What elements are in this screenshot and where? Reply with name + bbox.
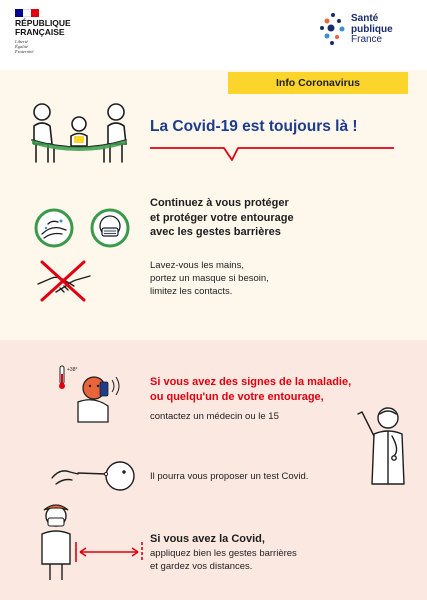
gestures-line-1: Lavez-vous les mains, <box>150 260 244 271</box>
republic-line-2: FRANÇAISE <box>15 27 65 37</box>
symptoms-line-1: Si vous avez des signes de la maladie, <box>150 376 352 388</box>
covid-advice <box>150 532 410 573</box>
distance-arrow-icon <box>74 540 144 564</box>
covid-line-1: Si vous avez la Covid, <box>150 533 265 545</box>
handwashing-icon <box>34 208 74 248</box>
contact-doctor-text: contactez un médecin ou le 15 <box>150 411 279 422</box>
republic-motto <box>15 39 34 54</box>
symptoms-warning <box>150 375 380 405</box>
headline: La Covid-19 est toujours là ! <box>150 118 358 135</box>
gestures-line-3: limitez les contacts. <box>150 286 233 297</box>
protect-text <box>150 196 400 240</box>
no-handshake-icon <box>34 256 94 306</box>
covid-test-swab-icon <box>48 456 138 496</box>
header <box>0 0 427 70</box>
covid-line-3: et gardez vos distances. <box>150 560 253 572</box>
french-flag-icon <box>15 9 39 17</box>
thermometer-label: +38° <box>67 367 78 373</box>
motto-line-3: Fraternité <box>15 49 34 54</box>
gestures-text <box>150 259 400 298</box>
agency-line-1: Santé <box>351 13 379 24</box>
protect-line-1: Continuez à vous protéger <box>150 197 289 209</box>
sick-person-mask-icon <box>36 500 76 580</box>
agency-line-3: France <box>351 34 383 45</box>
protect-line-2: et protéger votre entourage <box>150 211 294 224</box>
sick-person-phone-icon <box>56 362 136 422</box>
sante-publique-dots-icon <box>318 12 348 46</box>
republique-francaise-logo <box>15 19 71 37</box>
republic-line-1: RÉPUBLIQUE <box>15 18 71 28</box>
face-mask-icon <box>90 208 130 248</box>
covid-line-2: appliquez bien les gestes barrières <box>150 547 297 559</box>
symptoms-line-2: ou quelqu'un de votre entourage, <box>150 391 324 403</box>
info-coronavirus-badge: Info Coronavirus <box>228 72 408 94</box>
agency-line-2: publique <box>351 23 393 35</box>
motto-line-2: Égalité <box>15 44 28 49</box>
test-text: Il pourra vous proposer un test Covid. <box>150 471 309 482</box>
gestures-line-2: portez un masque si besoin, <box>150 273 269 284</box>
family-at-table-icon <box>24 96 134 166</box>
sante-publique-france-logo <box>318 10 408 50</box>
protect-line-3: avec les gestes barrières <box>150 226 281 238</box>
motto-line-1: Liberté <box>15 39 28 44</box>
